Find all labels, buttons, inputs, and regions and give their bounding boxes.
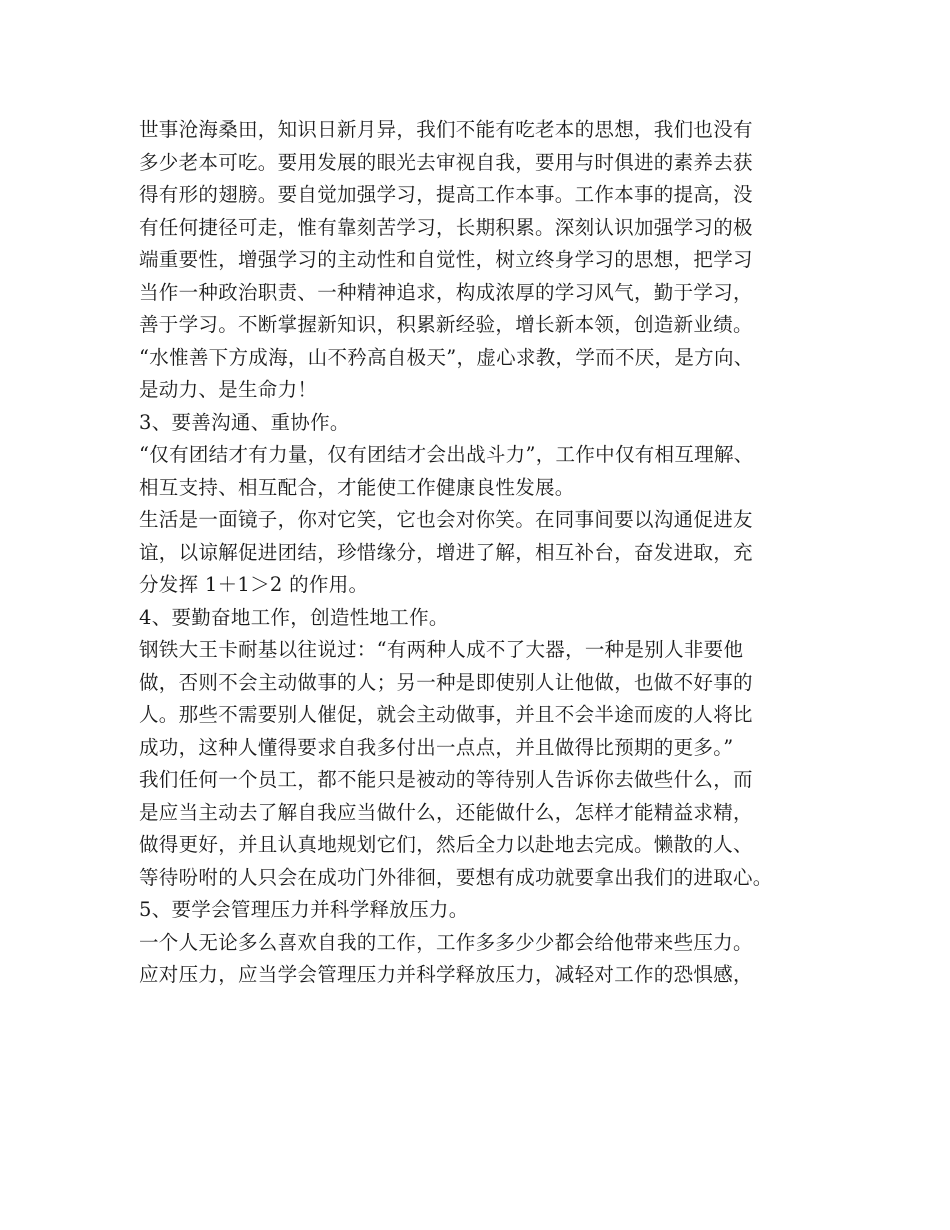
text-line: 我们任何一个员工，都不能只是被动的等待别人告诉你去做些什么，而 <box>139 768 753 791</box>
text-line: “水惟善下方成海，山不矜高自极天”，虚心求教，学而不厌，是方向、 <box>139 345 754 369</box>
text-line: 多少老本可吃。要用发展的眼光去审视自我，要用与时俱进的素养去获 <box>139 150 753 174</box>
text-line: 是动力、是生命力！ <box>139 378 318 401</box>
text-line: 生活是一面镜子，你对它笑，它也会对你笑。在同事间要以沟通促进友 <box>139 508 753 531</box>
text-line: 相互支持、相互配合，才能使工作健康良性发展。 <box>139 475 575 499</box>
text-line: “仅有团结才有力量，仅有团结才会出战斗力”，工作中仅有相互理解、 <box>139 443 754 466</box>
text-line: 应对压力，应当学会管理压力并科学释放压力，减轻对工作的恐惧感， <box>139 963 753 986</box>
text-line: 一个人无论多么喜欢自我的工作，工作多多少少都会给他带来些压力。 <box>139 930 753 954</box>
text-line: 分发挥 1＋1＞2 的作用。 <box>139 573 369 596</box>
text-line: 成功，这种人懂得要求自我多付出一点点，并且做得比预期的更多。” <box>139 735 734 759</box>
text-line: 有任何捷径可走，惟有靠刻苦学习，长期积累。深刻认识加强学习的极 <box>139 215 753 239</box>
text-line: 善于学习。不断掌握新知识，积累新经验，增长新本领，创造新业绩。 <box>139 313 753 336</box>
section-heading: 4、要勤奋地工作，创造性地工作。 <box>139 605 449 629</box>
text-line: 人。那些不需要别人催促，就会主动做事，并且不会半途而废的人将比 <box>139 703 753 726</box>
text-line: 得有形的翅膀。要自觉加强学习，提高工作本事。工作本事的提高，没 <box>139 183 753 206</box>
text-line: 做得更好，并且认真地规划它们，然后全力以赴地去完成。懒散的人、 <box>139 833 753 856</box>
body-text <box>139 114 839 992</box>
text-line: 当作一种政治职责、一种精神追求，构成浓厚的学习风气，勤于学习， <box>139 280 753 304</box>
text-line: 是应当主动去了解自我应当做什么，还能做什么，怎样才能精益求精， <box>139 800 753 824</box>
text-line: 做，否则不会主动做事的人；另一种是即使别人让他做，也做不好事的 <box>139 670 753 694</box>
text-line: 谊，以谅解促进团结，珍惜缘分，增进了解，相互补台，奋发进取，充 <box>139 540 753 564</box>
section-heading: 3、要善沟通、重协作。 <box>139 410 350 434</box>
text-line: 世事沧海桑田，知识日新月异，我们不能有吃老本的思想，我们也没有 <box>139 118 753 141</box>
section-heading: 5、要学会管理压力并科学释放压力。 <box>139 898 469 921</box>
text-line: 端重要性，增强学习的主动性和自觉性，树立终身学习的思想，把学习 <box>139 248 753 271</box>
text-line: 等待吩咐的人只会在成功门外徘徊，要想有成功就要拿出我们的进取心。 <box>139 865 773 889</box>
text-line: 钢铁大王卡耐基以往说过：“有两种人成不了大器，一种是别人非要他 <box>139 638 744 661</box>
